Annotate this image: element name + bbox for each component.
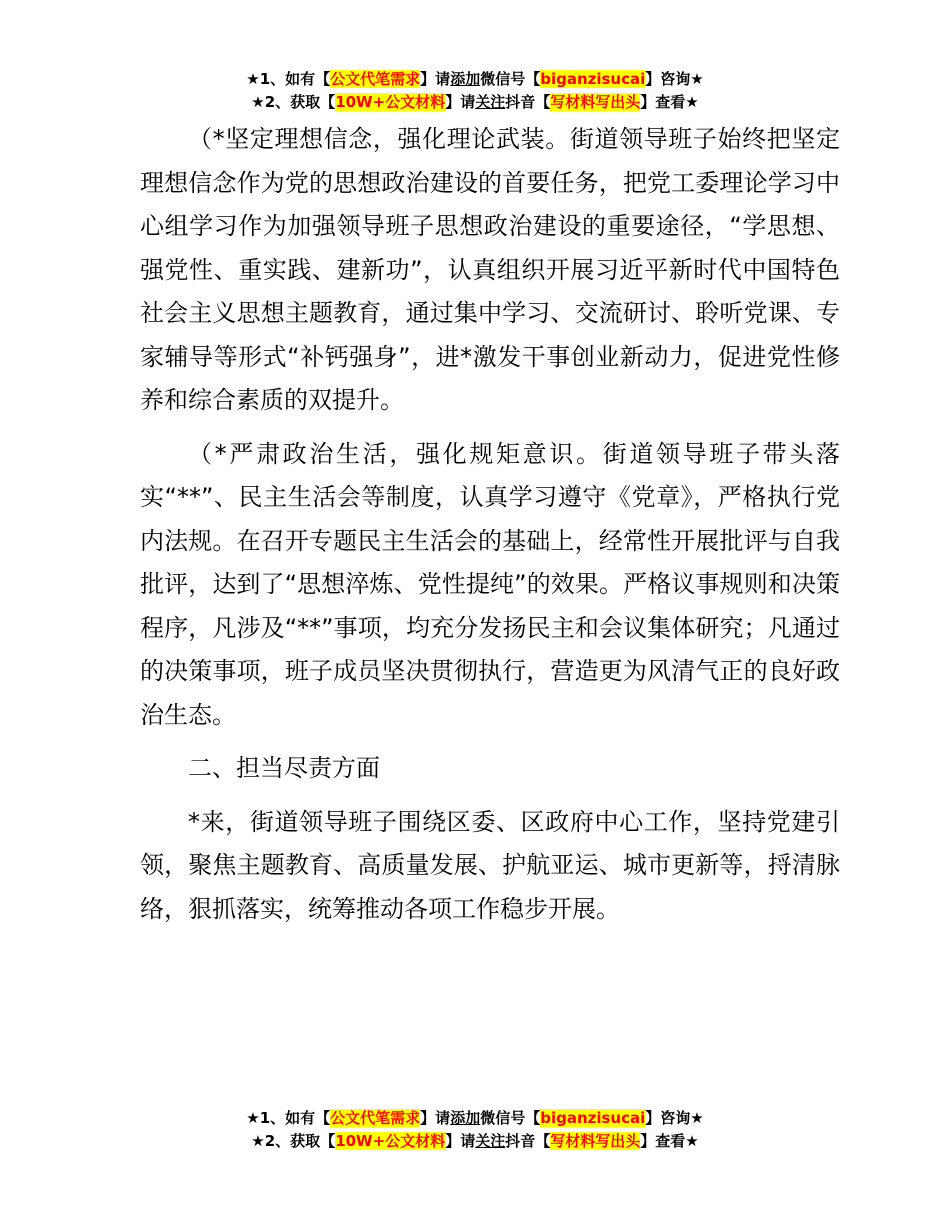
banner-text: 】请 [445,1132,476,1150]
banner-highlight: 写材料写出头 [550,93,641,111]
banner-highlight: 公文代笔需求 [330,1109,421,1127]
banner-text: ★2、获取【 [251,93,336,111]
banner-emphasis: 关注 [475,93,506,111]
banner-highlight: 写材料写出头 [550,1132,641,1150]
banner-text: 】请 [445,93,476,111]
banner-emphasis: 添加 [450,70,481,88]
banner-text: 微信号【 [480,1109,541,1127]
banner-text: 】咨询★ [645,70,704,88]
paragraph: （*坚定理想信念，强化理论武装。街道领导班子始终把坚定理想信念作为党的思想政治建设的首要任务，把党工委理论学习中心组学习作为加强领导班子思想政治建设的重要途径，“学思想、强党性、重实践、建新功”，认真组织开展习近平新时代中国特色社会主义思想主题教育，通过集中学习、交流研讨、聆听党课、专家辅导等形式“补钙强身”，进*激发干事创业新动力，促进党性修养和综合素质的双提升。 [140,125,840,414]
banner-line-2 [0,91,950,114]
banner-highlight: 10W+公文材料 [335,1132,446,1150]
paragraph: （*严肃政治生活，强化规矩意识。街道领导班子带头落实“**”、民主生活会等制度，认真学习遵守《党章》，严格执行党内法规。在召开专题民主生活会的基础上，经常性开展批评与自我批评，达到了“思想淬炼、党性提纯”的效果。严格议事规则和决策程序，凡涉及“**”事项，均充分发扬民主和会议集体研究；凡通过的决策事项，班子成员坚决贯彻执行，营造更为风清气正的良好政治生态。 [140,439,840,729]
banner-text: 】查看★ [640,1132,699,1150]
banner-text: ★2、获取【 [251,1132,336,1150]
banner-text: 抖音【 [505,93,551,111]
section-heading: 二、担当尽责方面 [188,754,380,782]
banner-line-1 [0,68,950,91]
banner-highlight: 10W+公文材料 [335,93,446,111]
banner-text: 抖音【 [505,1132,551,1150]
header-banner [0,68,950,114]
banner-line-1 [0,1107,950,1130]
footer-banner [0,1107,950,1153]
banner-text: 】请 [420,1109,451,1127]
paragraph: *来，街道领导班子围绕区委、区政府中心工作，坚持党建引领，聚焦主题教育、高质量发展、护航亚运、城市更新等，捋清脉络，狠抓落实，统筹推动各项工作稳步开展。 [140,807,840,923]
banner-text: 微信号【 [480,70,541,88]
banner-highlight: biganzisucai [540,70,646,88]
banner-emphasis: 关注 [475,1132,506,1150]
banner-text: ★1、如有【 [246,1109,331,1127]
banner-highlight: biganzisucai [540,1109,646,1127]
banner-highlight: 公文代笔需求 [330,70,421,88]
banner-text: 】请 [420,70,451,88]
banner-emphasis: 添加 [450,1109,481,1127]
banner-text: 】查看★ [640,93,699,111]
banner-line-2 [0,1130,950,1153]
document-body [140,118,840,941]
banner-text: 】咨询★ [645,1109,704,1127]
banner-text: ★1、如有【 [246,70,331,88]
